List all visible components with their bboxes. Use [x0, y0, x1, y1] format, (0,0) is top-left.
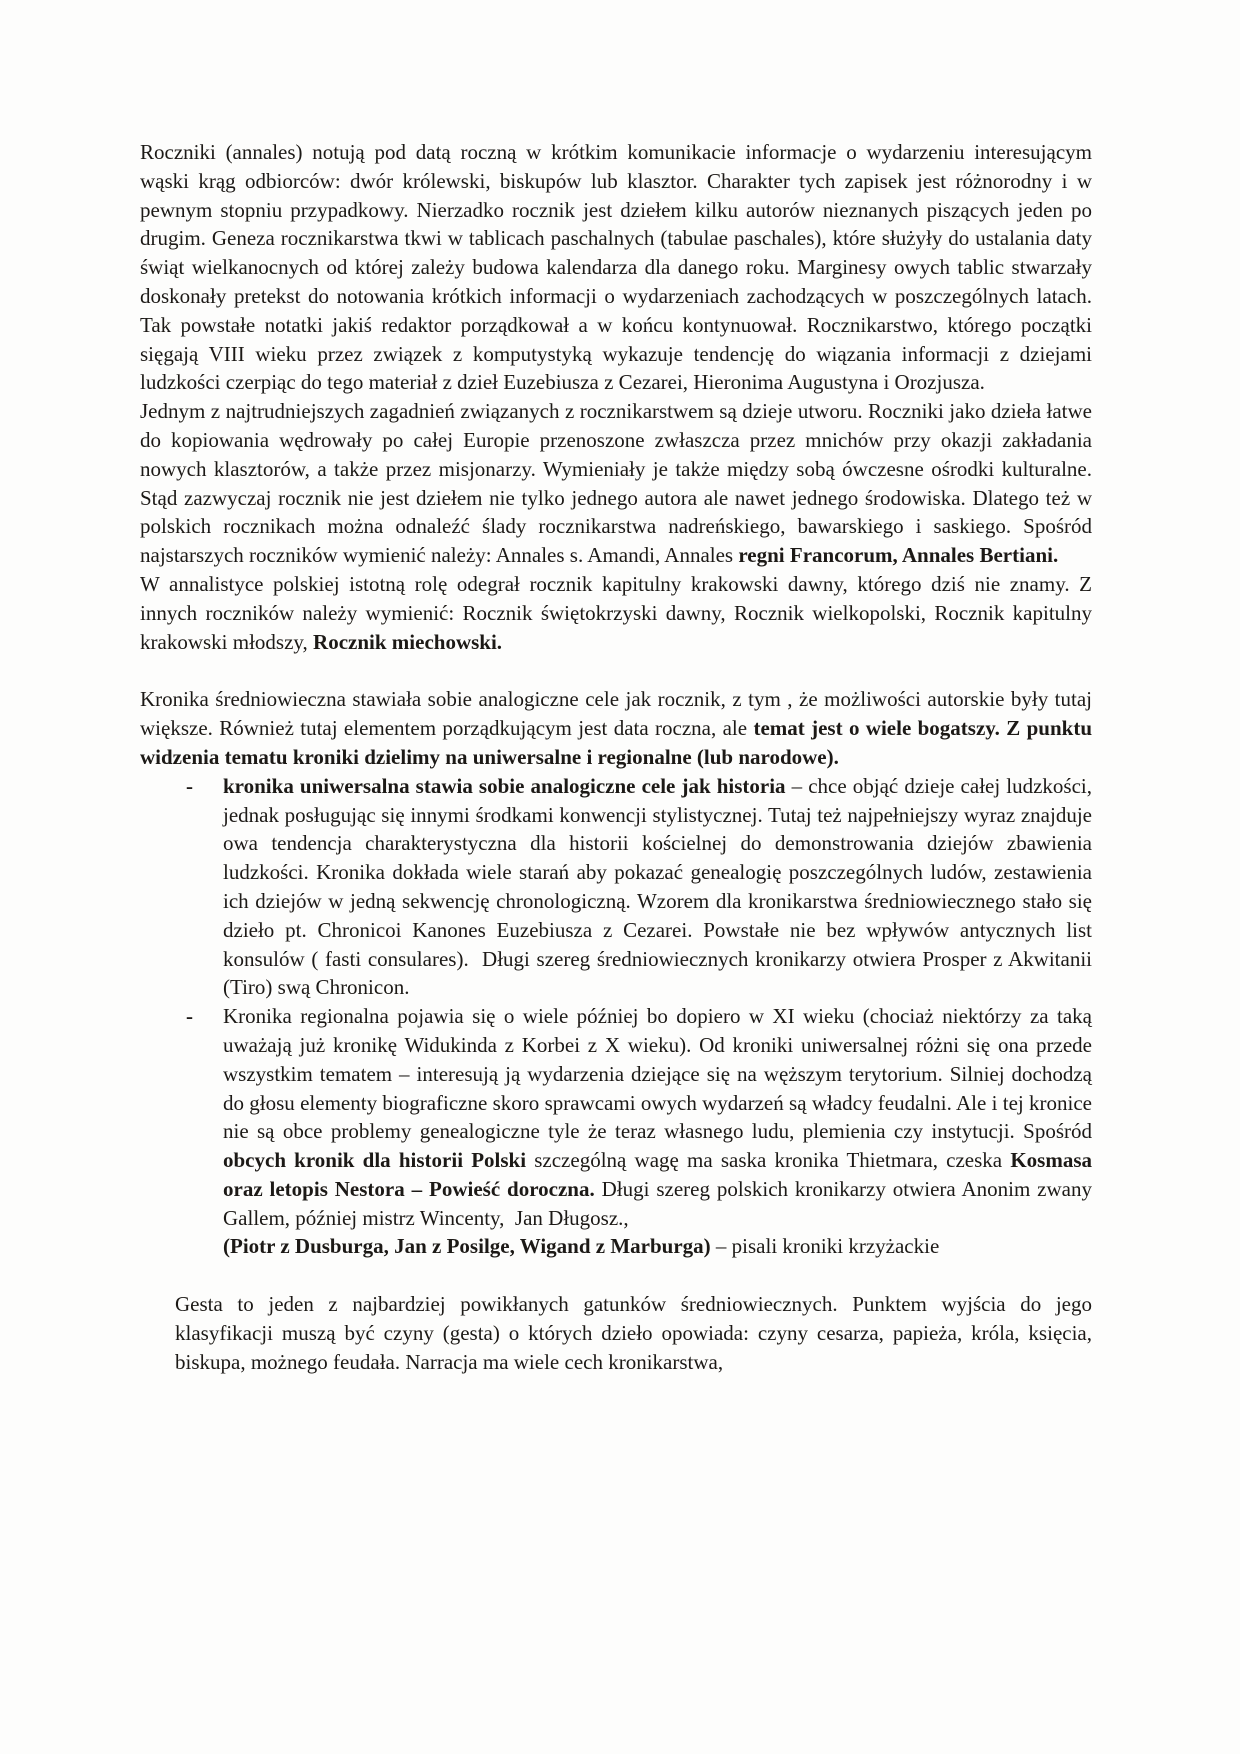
- paragraph-roczniki-intro: [140, 138, 1092, 397]
- text-run-bold: Kosmasa oraz letopis Nestora – Powieść doroczna.: [223, 1148, 1092, 1201]
- text-run: Długi szereg polskich kronikarzy otwiera Anonim zwany Gallem, później mistrz Wincenty, Jan Długosz.,: [223, 1176, 1092, 1230]
- text-run-bold: kronika uniwersalna stawia sobie analogiczne cele jak historia: [223, 773, 786, 798]
- text-run: – chce objąć dzieje całej ludzkości, jednak posługując się innymi środkami konwencji stylistycznej. Tutaj też najpełniejszy wyraz znajduje owa tendencja charakterystyczna dla historii kościelnej do demonstrowania dziejów zbawienia ludzkości. Kronika dokłada wiele starań aby pokazać genealogię poszczególnych ludów, zestawienia ich dziejów w jedną sekwencję chronologiczną. Wzorem dla kronikarstwa średniowiecznego stało się dzieło pt. Chronicoi Kanones Euzebiusza z Cezarei. Powstałe nie bez wpływów antycznych list konsulów ( fasti consulares). Długi szereg średniowiecznych kronikarzy otwiera Prosper z Akwitanii (Tiro) swą Chronicon.: [223, 773, 1093, 1000]
- bullet-kronika-uniwersalna: [140, 772, 1092, 1002]
- paragraph-dzieje-utworu: [140, 397, 1092, 570]
- text-run-bold: (Piotr z Dusburga, Jan z Posilge, Wigand z Marburga): [223, 1234, 711, 1259]
- text-run: Jednym z najtrudniejszych zagadnień związanych z rocznikarstwem są dzieje utworu. Roczniki jako dzieła łatwe do kopiowania wędrowały po całej Europie przenoszone zwłaszcza przez mnichów przy okazji zakładania nowych klasztorów, a także przez misjonarzy. Wymieniały je także między sobą ówczesne ośrodki kulturalne. Stąd zazwyczaj rocznik nie jest dziełem nie tylko jednego autora ale nawet jednego środowiska. Dlatego też w polskich rocznikach można odnaleźć ślady rocznikarstwa nadreńskiego, bawarskiego i saskiego. Spośród najstarszych roczników wymienić należy: Annales s. Amandi, Annales: [140, 399, 1092, 568]
- text-run-bold: temat jest o wiele bogatszy. Z punktu widzenia tematu kroniki dzielimy na uniwersalne i regionalne (lub narodowe).: [140, 716, 1092, 769]
- document-text: [140, 138, 1092, 1377]
- text-run-bold: obcych kronik dla historii Polski: [223, 1148, 527, 1173]
- bullet-text: [223, 774, 1092, 1000]
- text-run-bold: regni Francorum, Annales Bertiani.: [738, 543, 1059, 568]
- text-run: Gesta to jeden z najbardziej powikłanych gatunków średniowiecznych. Punktem wyjścia do jego klasyfikacji muszą być czyny (gesta) o których dzieło opowiada: czyny cesarza, papieża, króla, księcia, biskupa, możnego feudała. Narracja ma wiele cech kronikarstwa,: [175, 1292, 1092, 1374]
- text-run: Kronika średniowieczna stawiała sobie analogiczne cele jak rocznik, z tym , że możliwości autorskie były tutaj większe. Również tutaj elementem porządkującym jest data roczna, ale: [140, 687, 1092, 741]
- paragraph-kronika-sredniowieczna: [140, 685, 1092, 771]
- text-run: Kronika regionalna pojawia się o wiele później bo dopiero w XI wieku (chociaż niektórzy za taką uważają już kronikę Widukinda z Korbei z X wieku). Od kroniki uniwersalnej różni się ona przede wszystkim tematem – interesują ją wydarzenia dziejące się na węższym terytorium. Silniej dochodzą do głosu elementy biograficzne skoro sprawcami owych wydarzeń są władcy feudalni. Ale i tej kronice nie są obce problemy genealogiczne tyle że teraz własnego ludu, plemienia czy instytucji. Spośród: [223, 1004, 1092, 1144]
- bullet-marker: -: [186, 1004, 193, 1029]
- text-run: – pisali kroniki krzyżackie: [710, 1234, 940, 1259]
- bullet-text: [223, 1004, 1092, 1258]
- text-run: Roczniki (annales) notują pod datą roczną w krótkim komunikacie informacje o wydarzeniu interesującym wąski krąg odbiorców: dwór królewski, biskupów lub klasztor. Charakter tych zapisek jest różnorodny i w pewnym stopniu przypadkowy. Nierzadko rocznik jest dziełem kilku autorów nieznanych piszących jeden po drugim. Geneza rocznikarstwa tkwi w tablicach paschalnych (tabulae paschales), które służyły do ustalania daty świąt wielkanocnych od której zależy budowa kalendarza dla danego roku. Marginesy owych tablic stwarzały doskonały pretekst do notowania krótkich informacji o wydarzeniach zachodzących w poszczególnych latach. Tak powstałe notatki jakiś redaktor porządkował a w końcu kontynuował. Rocznikarstwo, którego początki sięgają VIII wieku przez związek z komputystyką wykazuje tendencję do wiązania informacji z dziejami ludzkości czerpiąc do tego materiał z dzieł Euzebiusza z Cezarei, Hieronima Augustyna i Orozjusza.: [140, 140, 1092, 395]
- text-run: szczególną wagę ma saska kronika Thietmara, czeska: [526, 1148, 1011, 1173]
- text-run-bold: Rocznik miechowski.: [313, 629, 503, 654]
- bullet-kronika-regionalna: [140, 1002, 1092, 1261]
- paragraph-annalistyka-polska: [140, 570, 1092, 656]
- text-run: W annalistyce polskiej istotną rolę odegrał rocznik kapitulny krakowski dawny, którego dziś nie znamy. Z innych roczników należy wymienić: Rocznik świętokrzyski dawny, Rocznik wielkopolski, Rocznik kapitulny krakowski młodszy,: [140, 571, 1092, 654]
- paragraph-gesta: [175, 1290, 1092, 1376]
- bullet-marker: -: [186, 773, 193, 798]
